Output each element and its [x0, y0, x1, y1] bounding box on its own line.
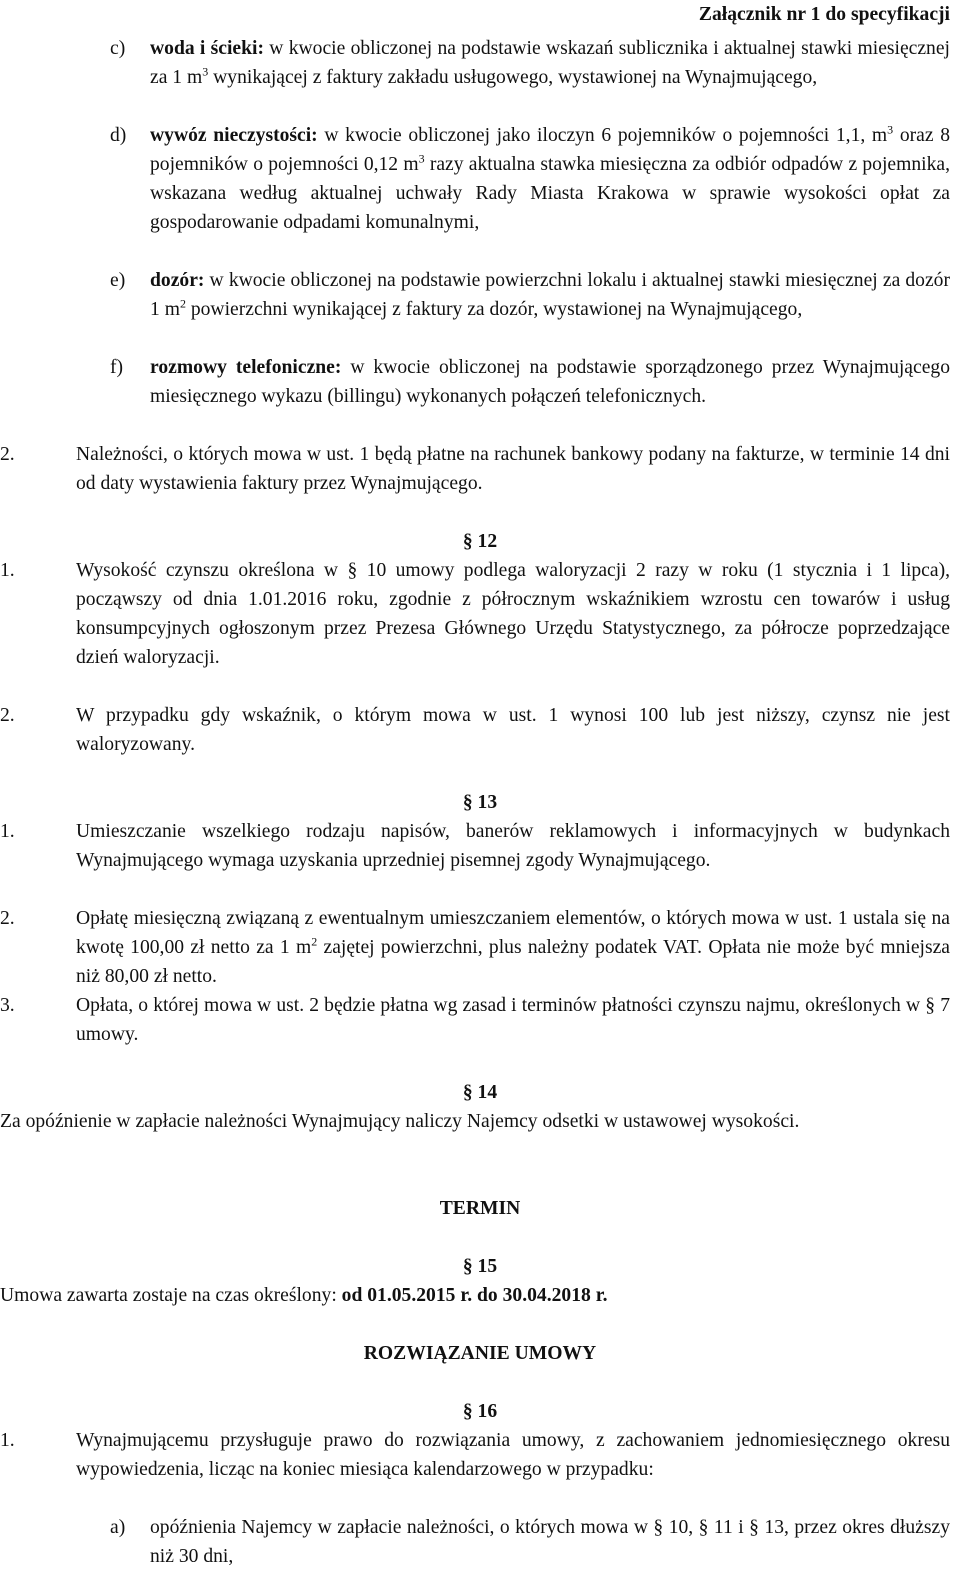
section-16-heading: § 16 — [462, 1401, 498, 1422]
s13-point-3: Opłata, o której mowa w ust. 2 będzie płatna wg zasad i terminów płatności czynszu najmu, określonych w § 7 umowy. — [76, 995, 950, 1045]
item-text-a: w kwocie obliczonej jako iloczyn 6 pojemników o pojemności 1,1, m — [317, 125, 888, 146]
point-2-text: Należności, o których mowa w ust. 1 będą płatne na rachunek bankowy podany na fakturze, w terminie 14 dni od daty wystawienia faktury przez Wynajmującego. — [76, 444, 950, 494]
superscript: 3 — [887, 122, 894, 137]
item-bold: dozór: — [150, 270, 205, 291]
item-text-b: oraz 8 pojemników o pojemności 0,12 m — [150, 125, 950, 175]
s16-point-1: Wynajmującemu przysługuje prawo do rozwiązania umowy, z zachowaniem jednomiesięcznego okresu wypowiedzenia, licząc na koniec miesiąca kalendarzowego w przypadku: — [76, 1430, 950, 1480]
point-number: 2. — [0, 444, 15, 465]
section-14-heading: § 14 — [462, 1082, 498, 1103]
s13-point-2 — [76, 904, 950, 991]
point-number: 1. — [0, 1430, 15, 1451]
point-number: 2. — [0, 705, 15, 726]
rozwiazanie-heading: ROZWIĄZANIE UMOWY — [363, 1343, 597, 1364]
section-13-heading: § 13 — [462, 792, 498, 813]
superscript: 2 — [311, 934, 318, 949]
list-item-f — [110, 353, 950, 411]
s15-text-plain: Umowa zawarta zostaje na czas określony: — [0, 1285, 342, 1306]
item-bold: woda i ścieki: — [150, 38, 264, 59]
superscript: 2 — [179, 296, 186, 311]
item-text — [150, 353, 950, 411]
item-text-a: w kwocie obliczonej na podstawie sporządzonego przez Wynajmującego miesięcznego wykazu (billingu) wykonanych połączeń telefonicznych. — [150, 357, 950, 407]
point-number: 2. — [0, 908, 15, 929]
item-text-a: w kwocie obliczonej na podstawie wskazań sublicznika i aktualnej stawki miesięcznej za 1 m — [150, 38, 950, 88]
attachment-header: Załącznik nr 1 do specyfikacji — [698, 4, 950, 25]
item-label: d) — [110, 125, 127, 146]
section-12-heading: § 12 — [462, 531, 498, 552]
item-text-b: wynikającej z faktury zakładu usługowego, wystawionej na Wynajmującego, — [208, 67, 818, 88]
item-text — [150, 34, 950, 92]
item-bold: rozmowy telefoniczne: — [150, 357, 342, 378]
s15-text — [0, 1281, 950, 1310]
point-number: 3. — [0, 995, 15, 1016]
termin-heading: TERMIN — [439, 1198, 521, 1219]
s13-p2-text-b: zajętej powierzchni, plus należny podatek VAT. Opłata nie może być mniejsza niż 80,00 zł netto. — [76, 937, 950, 987]
point-number: 1. — [0, 560, 15, 581]
list-item-d — [110, 121, 950, 237]
item-label: e) — [110, 270, 126, 291]
list-item-e — [110, 266, 950, 324]
item-text: opóźnienia Najemcy w zapłacie należności, o których mowa w § 10, § 11 i § 13, przez okres dłuższy niż 30 dni, — [150, 1517, 950, 1567]
item-text-a: w kwocie obliczonej na podstawie powierzchni lokalu i aktualnej stawki miesięcznej za dozór 1 m — [150, 270, 950, 320]
superscript: 3 — [418, 151, 425, 166]
item-text — [150, 121, 950, 237]
list-item-a — [110, 1513, 950, 1571]
s14-text: Za opóźnienie w zapłacie należności Wynajmujący naliczy Najemcy odsetki w ustawowej wysokości. — [0, 1111, 800, 1132]
s12-point-1: Wysokość czynszu określona w § 10 umowy podlega waloryzacji 2 razy w roku (1 stycznia i 1 lipca), począwszy od dnia 1.01.2016 roku, zgodnie z półrocznym wskaźnikiem wzrostu cen towarów i usług konsumpcyjnych ogłoszonym przez Prezesa Głównego Urzędu Statystycznego, za półrocze poprzedzające dzień waloryzacji. — [76, 560, 950, 668]
item-text-b: powierzchni wynikającej z faktury za dozór, wystawionej na Wynajmującego, — [185, 299, 803, 320]
item-label: f) — [110, 357, 124, 378]
s15-text-bold: od 01.05.2015 r. do 30.04.2018 r. — [341, 1285, 608, 1306]
item-bold: wywóz nieczystości: — [150, 125, 318, 146]
item-label: a) — [110, 1517, 126, 1538]
item-label: c) — [110, 38, 126, 59]
s13-p2-text-a: Opłatę miesięczną związaną z ewentualnym umieszczaniem elementów, o których mowa w ust. 1 ustala się na kwotę 100,00 zł netto za 1 m — [76, 908, 950, 958]
item-text — [150, 266, 950, 324]
section-15-heading: § 15 — [462, 1256, 498, 1277]
point-number: 1. — [0, 821, 15, 842]
s12-point-2: W przypadku gdy wskaźnik, o którym mowa w ust. 1 wynosi 100 lub jest niższy, czynsz nie jest waloryzowany. — [76, 705, 950, 755]
superscript: 3 — [202, 64, 209, 79]
s13-point-1: Umieszczanie wszelkiego rodzaju napisów, banerów reklamowych i informacyjnych w budynkach Wynajmującego wymaga uzyskania uprzedniej pisemnej zgody Wynajmującego. — [76, 821, 950, 871]
item-text-c: razy aktualna stawka miesięczna za odbiór odpadów z pojemnika, wskazana według aktualnej uchwały Rady Miasta Krakowa w sprawie wysokości opłat za gospodarowanie odpadami komunalnymi, — [150, 154, 950, 233]
list-item-c — [110, 34, 950, 92]
